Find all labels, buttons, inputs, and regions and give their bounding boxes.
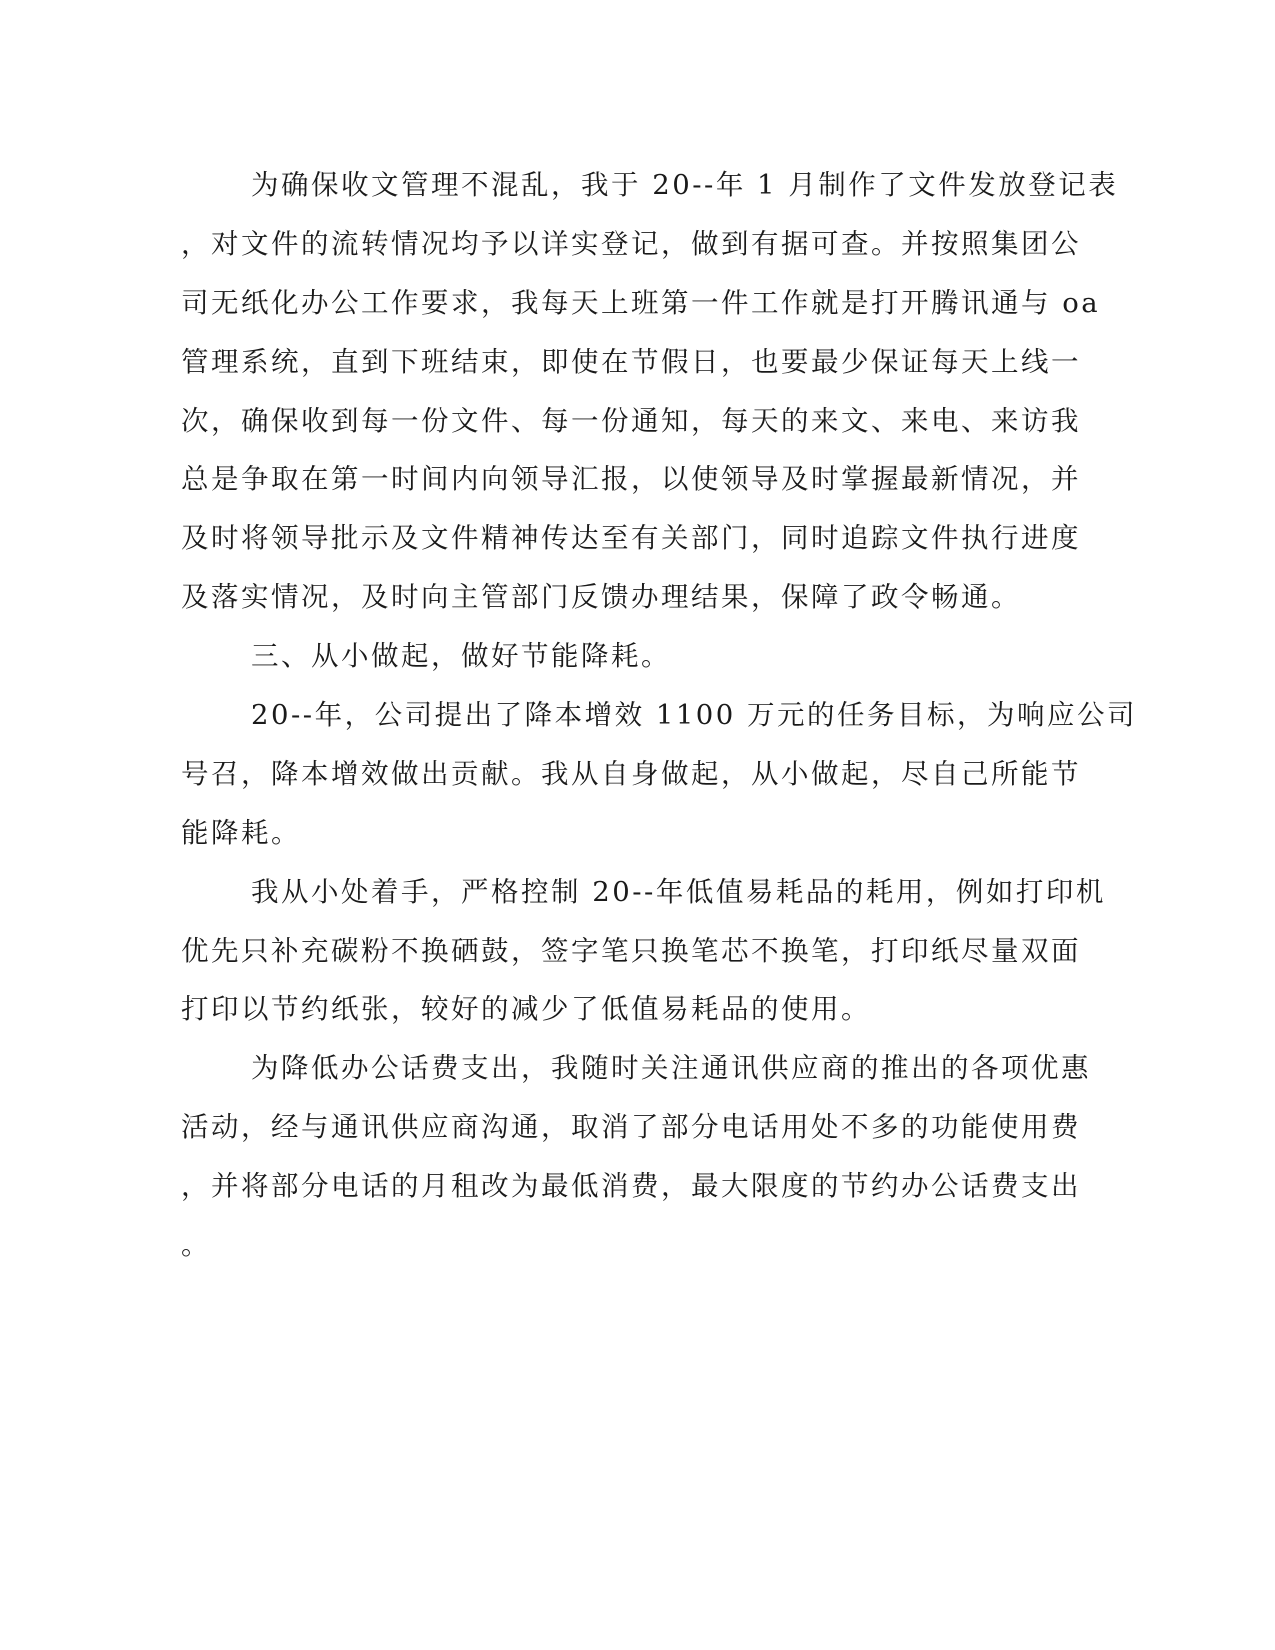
text-line: 及时将领导批示及文件精神传达至有关部门，同时追踪文件执行进度 bbox=[181, 522, 1081, 555]
text-line: 号召，降本增效做出贡献。我从自身做起，从小做起，尽自己所能节 bbox=[181, 757, 1081, 790]
text-line: 次，确保收到每一份文件、每一份通知，每天的来文、来电、来访我 bbox=[181, 404, 1081, 437]
section-heading: 三、从小做起，做好节能降耗。 bbox=[251, 640, 671, 673]
text-line: ，对文件的流转情况均予以详实登记，做到有据可查。并按照集团公 bbox=[181, 227, 1081, 260]
text-line: 能降耗。 bbox=[181, 816, 301, 849]
text-line: 我从小处着手，严格控制 20--年低值易耗品的耗用，例如打印机 bbox=[251, 875, 1106, 908]
text-line: 打印以节约纸张，较好的减少了低值易耗品的使用。 bbox=[181, 993, 871, 1026]
text-line: 为确保收文管理不混乱，我于 20--年 1 月制作了文件发放登记表 bbox=[251, 169, 1119, 201]
text-line: 为降低办公话费支出，我随时关注通讯供应商的推出的各项优惠 bbox=[251, 1052, 1091, 1085]
text-line: 管理系统，直到下班结束，即使在节假日，也要最少保证每天上线一 bbox=[181, 345, 1081, 378]
text-line: 。 bbox=[181, 1229, 211, 1262]
document-body bbox=[181, 156, 1138, 1275]
text-line: 20--年，公司提出了降本增效 1100 万元的任务目标，为响应公司 bbox=[251, 699, 1138, 732]
text-line: ，并将部分电话的月租改为最低消费，最大限度的节约办公话费支出 bbox=[181, 1170, 1081, 1203]
text-line: 活动，经与通讯供应商沟通，取消了部分电话用处不多的功能使用费 bbox=[181, 1111, 1081, 1144]
text-line: 司无纸化办公工作要求，我每天上班第一件工作就是打开腾讯通与 oa bbox=[181, 286, 1101, 319]
text-line: 优先只补充碳粉不换硒鼓，签字笔只换笔芯不换笔，打印纸尽量双面 bbox=[181, 934, 1081, 967]
text-line: 总是争取在第一时间内向领导汇报，以使领导及时掌握最新情况，并 bbox=[181, 463, 1081, 496]
text-line: 及落实情况，及时向主管部门反馈办理结果，保障了政令畅通。 bbox=[181, 581, 1021, 614]
